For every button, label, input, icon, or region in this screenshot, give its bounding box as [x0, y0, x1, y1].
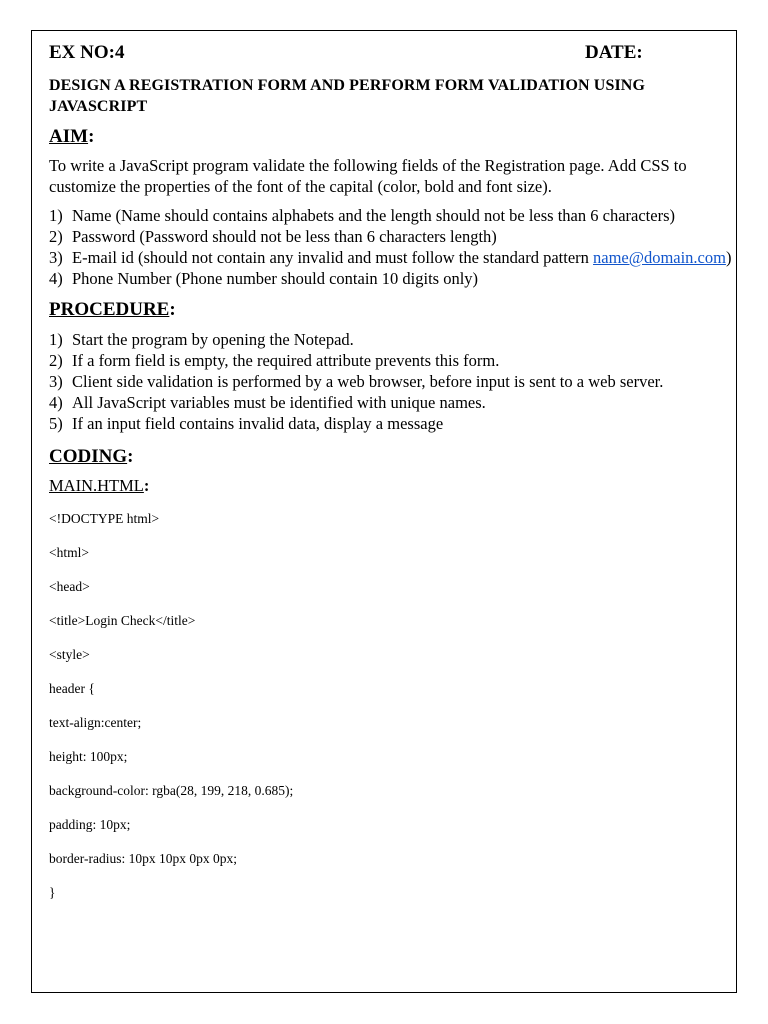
list-item [49, 413, 734, 434]
list-item [49, 329, 734, 350]
aim-list [49, 205, 734, 289]
list-item-text: Start the program by opening the Notepad. [72, 330, 354, 349]
list-item [49, 268, 734, 289]
list-number: 1) [49, 330, 63, 349]
code-line: padding: 10px; [49, 817, 131, 832]
code-line: <title>Login Check</title> [49, 613, 196, 628]
aim-heading-text: AIM [49, 126, 89, 147]
aim-heading-colon: : [88, 126, 95, 147]
code-line: <html> [49, 545, 89, 560]
list-item-text: E-mail id (should not contain any invalid and must follow the standard pattern [72, 248, 589, 267]
list-item-text: Client side validation is performed by a web browser, before input is sent to a web server. [72, 372, 664, 391]
code-line: <head> [49, 579, 90, 594]
list-item [49, 247, 734, 268]
list-item [49, 226, 734, 247]
date-label: DATE: [585, 42, 643, 63]
list-item-text: Phone Number (Phone number should contain 10 digits only) [72, 269, 479, 288]
list-item-text: Name (Name should contains alphabets and the length should not be less than 6 characters) [72, 206, 675, 225]
list-number: 2) [49, 227, 63, 246]
document-content [49, 42, 734, 917]
procedure-list [49, 329, 734, 434]
code-line: header { [49, 681, 95, 696]
list-number: 3) [49, 372, 63, 391]
code-line: height: 100px; [49, 749, 128, 764]
list-number: 1) [49, 206, 63, 225]
list-number: 5) [49, 414, 63, 433]
list-item-text: If a form field is empty, the required attribute prevents this form. [72, 351, 500, 370]
list-item-text: If an input field contains invalid data, display a message [72, 414, 444, 433]
document-title: DESIGN A REGISTRATION FORM AND PERFORM FORM VALIDATION USING JAVASCRIPT [49, 77, 645, 115]
code-line: background-color: rgba(28, 199, 218, 0.685); [49, 783, 294, 798]
procedure-heading [49, 298, 734, 322]
aim-heading [49, 125, 734, 149]
code-line: <!DOCTYPE html> [49, 511, 160, 526]
list-item-closing: ) [725, 248, 732, 267]
list-item [49, 350, 734, 371]
list-item-text: Password (Password should not be less than 6 characters length) [72, 227, 497, 246]
header-row [49, 42, 734, 66]
code-line: border-radius: 10px 10px 0px 0px; [49, 851, 237, 866]
list-number: 4) [49, 393, 63, 412]
exercise-number: EX NO:4 [49, 42, 125, 63]
list-number: 4) [49, 269, 63, 288]
list-item [49, 205, 734, 226]
file-label-text: MAIN.HTML [49, 476, 144, 495]
list-number: 2) [49, 351, 63, 370]
coding-heading-text: CODING [49, 446, 128, 467]
list-item [49, 371, 734, 392]
email-pattern-link[interactable]: name@domain.com [593, 248, 726, 267]
coding-heading [49, 445, 734, 469]
procedure-heading-text: PROCEDURE [49, 299, 170, 320]
list-item-text: All JavaScript variables must be identified with unique names. [72, 393, 486, 412]
code-block [49, 509, 734, 917]
code-line: } [49, 885, 56, 900]
aim-text: To write a JavaScript program validate the following fields of the Registration page. Add CSS to customize the properties of the font of the capital (color, bold and font size). [49, 156, 687, 196]
code-line: <style> [49, 647, 90, 662]
list-item [49, 392, 734, 413]
file-label-colon: : [143, 476, 150, 495]
coding-heading-colon: : [127, 446, 134, 467]
code-line: text-align:center; [49, 715, 142, 730]
procedure-heading-colon: : [169, 299, 176, 320]
list-number: 3) [49, 248, 63, 267]
file-label [49, 475, 734, 496]
